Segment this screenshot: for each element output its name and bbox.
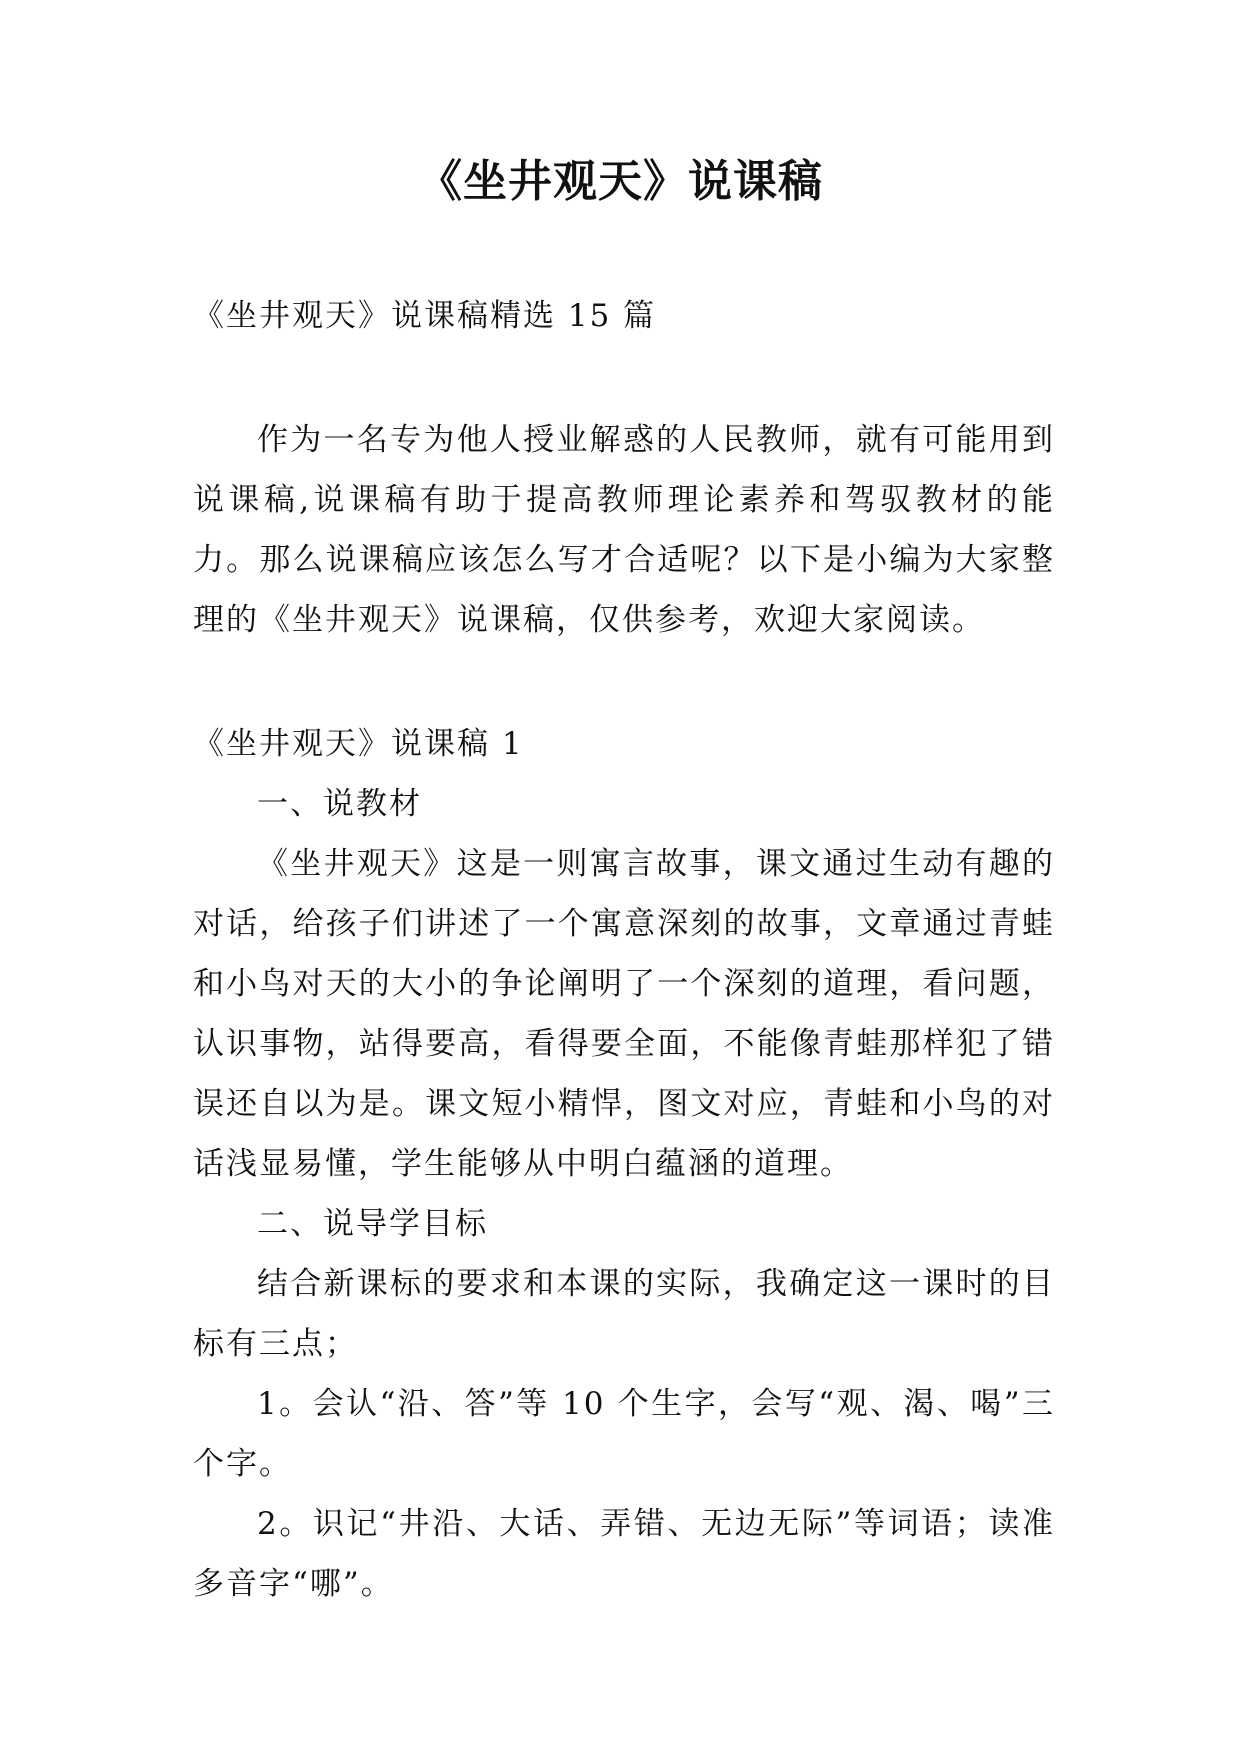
section-heading: 《坐井观天》说课稿 1 [193, 726, 524, 762]
document-body [193, 286, 1055, 1614]
intro-paragraph: 作为一名专为他人授业解惑的人民教师，就有可能用到说课稿,说课稿有助于提高教师理论素养和驾驭教材的能力。那么说课稿应该怎么写才合适呢？以下是小编为大家整理的《坐井观天》说课稿，仅供参考，欢迎大家阅读。 [193, 422, 1055, 638]
goal-item-2: 2。识记“井沿、大话、弄错、无边无际”等词语；读准多音字“哪”。 [193, 1506, 1055, 1602]
document-title: 《坐井观天》说课稿 [418, 156, 823, 207]
part2-paragraph: 结合新课标的要求和本课的实际，我确定这一课时的目标有三点； [193, 1266, 1055, 1362]
part1-paragraph: 《坐井观天》这是一则寓言故事，课文通过生动有趣的对话，给孩子们讲述了一个寓意深刻的故事，文章通过青蛙和小鸟对天的大小的争论阐明了一个深刻的道理，看问题，认识事物，站得要高，看得要全面，不能像青蛙那样犯了错误还自以为是。课文短小精悍，图文对应，青蛙和小鸟的对话浅显易懂，学生能够从中明白蕴涵的道理。 [193, 846, 1055, 1182]
goal-item-1: 1。会认“沿、答”等 10 个生字，会写“观、渴、喝”三个字。 [193, 1386, 1055, 1482]
document-subtitle: 《坐井观天》说课稿精选 15 篇 [193, 298, 657, 334]
part1-heading: 一、说教材 [257, 786, 422, 822]
part2-heading: 二、说导学目标 [257, 1206, 488, 1242]
